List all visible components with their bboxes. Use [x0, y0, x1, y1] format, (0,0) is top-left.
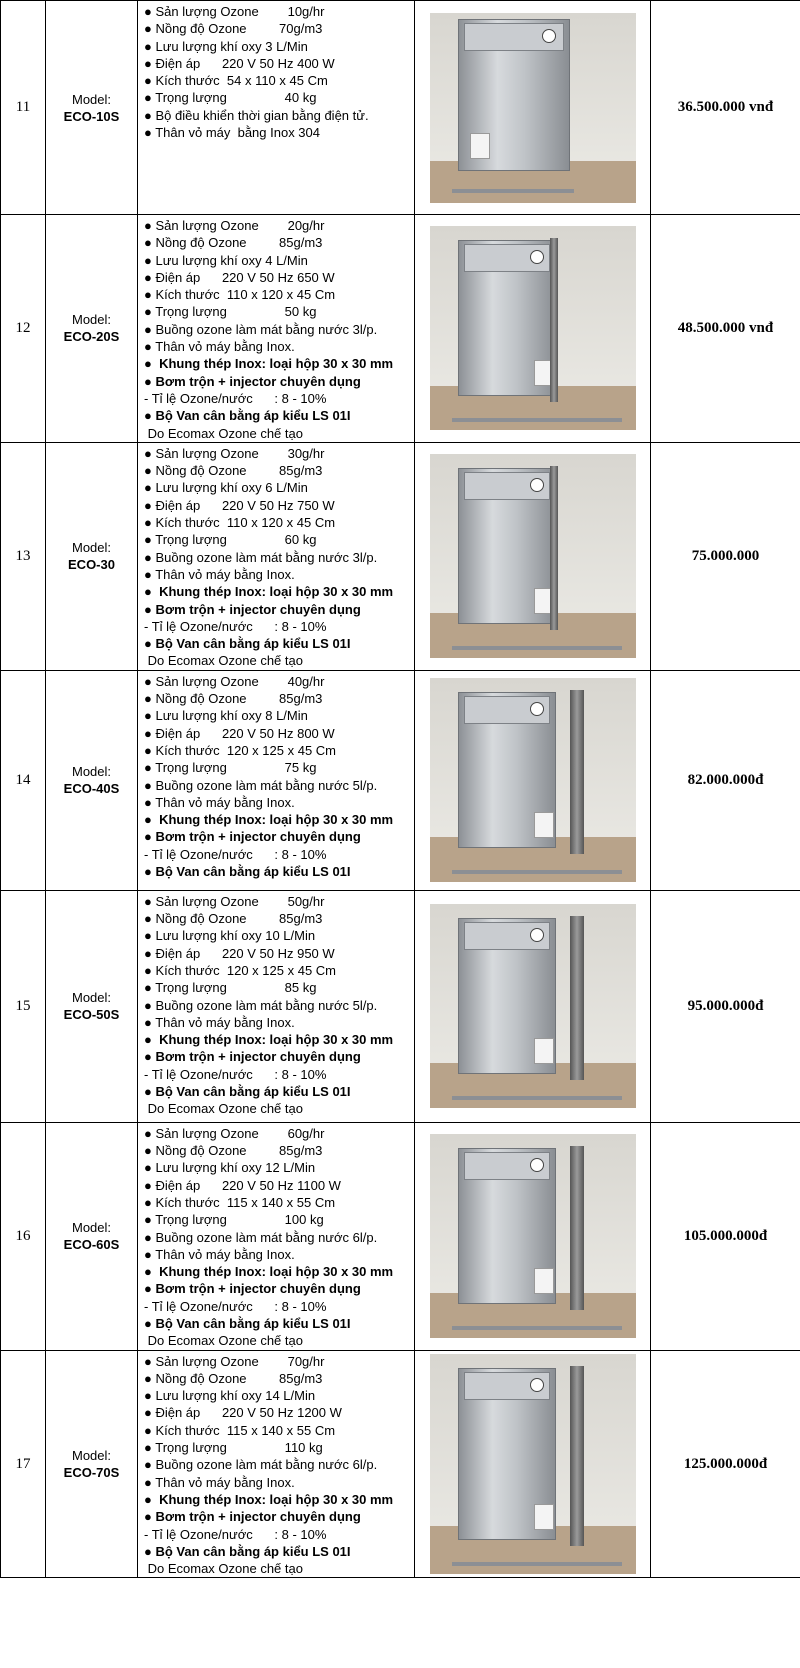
model-label: Model:: [71, 1220, 112, 1236]
table-row: [1, 215, 800, 443]
spec-line: ● Kích thước 115 x 140 x 55 Cm: [144, 1194, 336, 1210]
table-row: [1, 890, 800, 1122]
spec-line: Do Ecomax Ozone chế tạo: [144, 1561, 303, 1577]
spec-line: ● Bơm trộn + injector chuyên dụng: [144, 829, 361, 845]
spec-line: ● Kích thước 115 x 140 x 55 Cm: [144, 1422, 336, 1438]
spec-line: ● Buồng ozone làm mát bằng nước 6l/p.: [144, 1457, 378, 1473]
spec-line: ● Bơm trộn + injector chuyên dụng: [144, 373, 361, 389]
table-row: [1, 1350, 800, 1578]
spec-line: ● Bộ Van cân bằng áp kiểu LS 01I: [144, 408, 351, 424]
spec-line: ● Kích thước 54 x 110 x 45 Cm: [144, 73, 328, 89]
ozone-generator-photo: [430, 454, 636, 658]
spec-line: ● Lưu lượng khí oxy 3 L/Min: [144, 38, 308, 54]
product-photo-cell: [415, 1122, 651, 1350]
spec-line: ● Buồng ozone làm mát bằng nước 5l/p.: [144, 997, 378, 1013]
spec-line: ● Điện áp 220 V 50 Hz 400 W: [144, 55, 335, 71]
spec-line: ● Lưu lượng khí oxy 12 L/Min: [144, 1160, 316, 1176]
spec-line: ● Thân vỏ máy bằng Inox.: [144, 339, 295, 355]
spec-line: - Tỉ lệ Ozone/nước : 8 - 10%: [144, 846, 327, 862]
table-row: [1, 1, 800, 215]
spec-line: ● Kích thước 110 x 120 x 45 Cm: [144, 287, 336, 303]
price: 95.000.000đ: [651, 890, 800, 1122]
model-code: ECO-50S: [63, 1007, 120, 1023]
row-number: 14: [1, 670, 46, 890]
spec-line: ● Lưu lượng khí oxy 10 L/Min: [144, 928, 316, 944]
spec-line: ● Bơm trộn + injector chuyên dụng: [144, 1049, 361, 1065]
product-photo-cell: [415, 890, 651, 1122]
spec-line: Do Ecomax Ozone chế tạo: [144, 425, 303, 441]
price: 75.000.000: [651, 442, 800, 670]
table-row: [1, 1122, 800, 1350]
price: 48.500.000 vnđ: [651, 215, 800, 443]
spec-line: ● Bộ Van cân bằng áp kiểu LS 01I: [144, 863, 351, 879]
row-number: 13: [1, 442, 46, 670]
spec-line: ● Điện áp 220 V 50 Hz 750 W: [144, 497, 335, 513]
spec-line: ● Sản lượng Ozone 20g/hr: [144, 218, 325, 233]
price: 105.000.000đ: [651, 1122, 800, 1350]
spec-line: - Tỉ lệ Ozone/nước : 8 - 10%: [144, 1526, 327, 1542]
model-code: ECO-30: [68, 557, 115, 573]
spec-line: ● Khung thép Inox: loại hộp 30 x 30 mm: [144, 584, 394, 600]
model-label: Model:: [71, 1448, 112, 1463]
spec-line: ● Kích thước 110 x 120 x 45 Cm: [144, 515, 336, 531]
model-cell: [46, 670, 138, 890]
spec-line: ● Kích thước 120 x 125 x 45 Cm: [144, 742, 336, 758]
spec-line: ● Sản lượng Ozone 10g/hr: [144, 4, 325, 19]
spec-line: ● Bộ Van cân bằng áp kiểu LS 01I: [144, 1315, 351, 1331]
product-photo-cell: [415, 670, 651, 890]
model-label: Model:: [71, 764, 112, 780]
row-number: 17: [1, 1350, 46, 1578]
spec-line: ● Bơm trộn + injector chuyên dụng: [144, 1509, 361, 1525]
product-photo-cell: [415, 1, 651, 215]
model-cell: [46, 1122, 138, 1350]
spec-line: ● Nồng độ Ozone 85g/m3: [144, 1143, 323, 1159]
price: 36.500.000 vnđ: [651, 1, 800, 215]
table-row: [1, 670, 800, 890]
spec-line: ● Thân vỏ máy bằng Inox.: [144, 566, 295, 582]
spec-line: ● Thân vỏ máy bằng Inox.: [144, 794, 295, 810]
ozone-generator-photo: [430, 1354, 636, 1574]
spec-line: ● Khung thép Inox: loại hộp 30 x 30 mm: [144, 356, 394, 372]
ozone-generator-photo: [430, 1134, 636, 1338]
spec-line: ● Trọng lượng 110 kg: [144, 1440, 323, 1456]
spec-line: ● Sản lượng Ozone 40g/hr: [144, 673, 325, 689]
spec-line: ● Bộ Van cân bằng áp kiểu LS 01I: [144, 1543, 351, 1559]
ozone-generator-photo: [430, 904, 636, 1108]
spec-list: [138, 1122, 415, 1350]
spec-list: [138, 1, 415, 215]
ozone-generator-photo: [430, 678, 636, 882]
model-code: ECO-60S: [63, 1237, 120, 1253]
spec-list: [138, 1350, 415, 1578]
model-code: ECO-70S: [63, 1465, 120, 1480]
model-cell: [46, 1350, 138, 1578]
spec-line: ● Khung thép Inox: loại hộp 30 x 30 mm: [144, 1032, 394, 1048]
spec-line: ● Nồng độ Ozone 85g/m3: [144, 463, 323, 479]
spec-line: ● Kích thước 120 x 125 x 45 Cm: [144, 962, 336, 978]
ozone-generator-photo: [430, 13, 636, 203]
spec-line: ● Lưu lượng khí oxy 14 L/Min: [144, 1388, 316, 1404]
spec-line: Do Ecomax Ozone chế tạo: [144, 1101, 303, 1117]
model-cell: [46, 442, 138, 670]
row-number: 15: [1, 890, 46, 1122]
spec-line: ● Trọng lượng 100 kg: [144, 1212, 324, 1228]
product-photo-cell: [415, 1350, 651, 1578]
price: 125.000.000đ: [651, 1350, 800, 1578]
spec-line: ● Khung thép Inox: loại hộp 30 x 30 mm: [144, 812, 394, 828]
spec-line: ● Sản lượng Ozone 70g/hr: [144, 1353, 325, 1369]
spec-line: ● Buồng ozone làm mát bằng nước 3l/p.: [144, 321, 378, 337]
spec-line: ● Nồng độ Ozone 70g/m3: [144, 21, 323, 37]
model-code: ECO-10S: [63, 108, 120, 124]
model-label: Model:: [71, 312, 112, 328]
spec-line: ● Bơm trộn + injector chuyên dụng: [144, 1281, 361, 1297]
spec-list: [138, 890, 415, 1122]
table-row: [1, 442, 800, 670]
spec-line: - Tỉ lệ Ozone/nước : 8 - 10%: [144, 618, 327, 634]
spec-line: ● Nồng độ Ozone 85g/m3: [144, 235, 323, 251]
model-cell: [46, 890, 138, 1122]
spec-line: ● Buồng ozone làm mát bằng nước 6l/p.: [144, 1229, 378, 1245]
spec-line: ● Sản lượng Ozone 50g/hr: [144, 893, 325, 909]
spec-list: [138, 215, 415, 443]
spec-line: - Tỉ lệ Ozone/nước : 8 - 10%: [144, 390, 327, 406]
spec-line: - Tỉ lệ Ozone/nước : 8 - 10%: [144, 1298, 327, 1314]
spec-list: [138, 670, 415, 890]
spec-line: ● Trọng lượng 75 kg: [144, 760, 317, 776]
spec-line: ● Điện áp 220 V 50 Hz 1200 W: [144, 1405, 342, 1421]
model-label: Model:: [71, 990, 112, 1006]
spec-line: ● Sản lượng Ozone 60g/hr: [144, 1125, 325, 1141]
spec-line: ● Buồng ozone làm mát bằng nước 3l/p.: [144, 549, 378, 565]
spec-line: ● Lưu lượng khí oxy 6 L/Min: [144, 480, 308, 496]
spec-line: Do Ecomax Ozone chế tạo: [144, 1333, 303, 1349]
price: 82.000.000đ: [651, 670, 800, 890]
model-label: Model:: [71, 540, 112, 556]
ozone-generator-photo: [430, 226, 636, 430]
spec-line: ● Buồng ozone làm mát bằng nước 5l/p.: [144, 777, 378, 793]
spec-line: ● Thân vỏ máy bằng Inox.: [144, 1014, 295, 1030]
model-code: ECO-20S: [63, 329, 120, 345]
model-label: Model:: [71, 91, 112, 107]
spec-line: - Tỉ lệ Ozone/nước : 8 - 10%: [144, 1066, 327, 1082]
spec-line: ● Bộ điều khiển thời gian bằng điện tử.: [144, 107, 369, 123]
spec-list: [138, 442, 415, 670]
model-cell: [46, 1, 138, 215]
spec-line: ● Lưu lượng khí oxy 4 L/Min: [144, 252, 308, 268]
spec-line: Do Ecomax Ozone chế tạo: [144, 653, 303, 669]
spec-line: ● Điện áp 220 V 50 Hz 950 W: [144, 945, 335, 961]
spec-line: ● Điện áp 220 V 50 Hz 1100 W: [144, 1177, 341, 1193]
spec-line: ● Trọng lượng 40 kg: [144, 90, 317, 106]
spec-line: ● Nồng độ Ozone 85g/m3: [144, 911, 323, 927]
spec-line: ● Thân vỏ máy bằng Inox.: [144, 1474, 295, 1490]
spec-line: ● Bộ Van cân bằng áp kiểu LS 01I: [144, 1083, 351, 1099]
spec-line: ● Trọng lượng 60 kg: [144, 532, 317, 548]
spec-line: ● Nồng độ Ozone 85g/m3: [144, 691, 323, 707]
spec-line: ● Khung thép Inox: loại hộp 30 x 30 mm: [144, 1491, 394, 1507]
model-code: ECO-40S: [63, 781, 120, 797]
model-cell: [46, 215, 138, 443]
product-photo-cell: [415, 215, 651, 443]
spec-line: ● Bộ Van cân bằng áp kiểu LS 01I: [144, 636, 351, 652]
row-number: 16: [1, 1122, 46, 1350]
spec-line: ● Thân vỏ máy bằng Inox.: [144, 1246, 295, 1262]
spec-line: ● Lưu lượng khí oxy 8 L/Min: [144, 708, 308, 724]
row-number: 11: [1, 1, 46, 215]
row-number: 12: [1, 215, 46, 443]
spec-line: ● Nồng độ Ozone 85g/m3: [144, 1370, 323, 1386]
spec-line: ● Trọng lượng 50 kg: [144, 304, 317, 320]
spec-line: ● Khung thép Inox: loại hộp 30 x 30 mm: [144, 1264, 394, 1280]
spec-line: ● Bơm trộn + injector chuyên dụng: [144, 601, 361, 617]
spec-line: ● Điện áp 220 V 50 Hz 650 W: [144, 269, 335, 285]
spec-line: ● Sản lượng Ozone 30g/hr: [144, 445, 325, 461]
spec-line: ● Điện áp 220 V 50 Hz 800 W: [144, 725, 335, 741]
spec-line: ● Trọng lượng 85 kg: [144, 980, 317, 996]
spec-line: ● Thân vỏ máy bằng Inox 304: [144, 125, 321, 141]
product-photo-cell: [415, 442, 651, 670]
